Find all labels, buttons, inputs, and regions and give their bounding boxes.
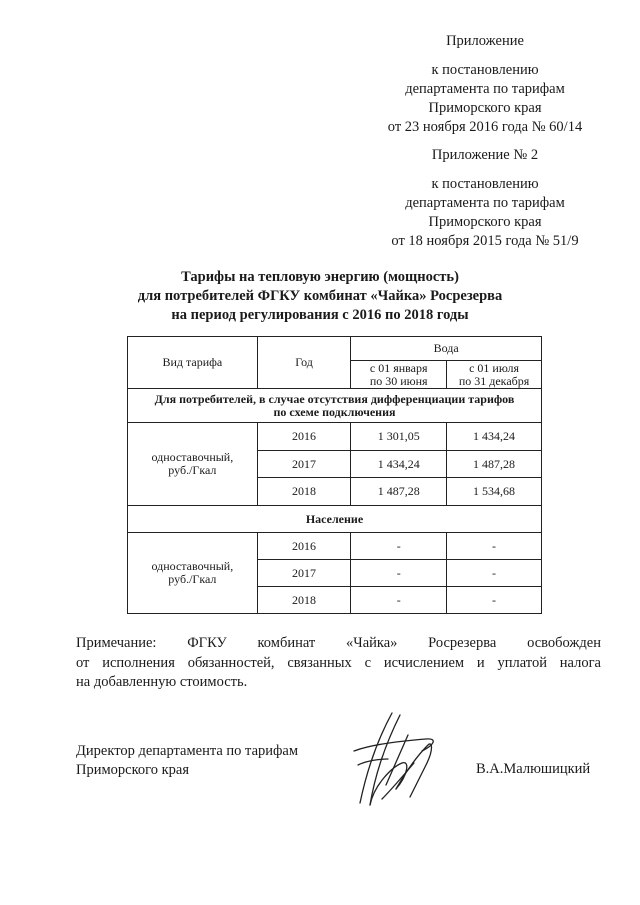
tariff-unit: руб./Гкал — [168, 463, 217, 477]
cell-value: 1 534,68 — [447, 478, 542, 506]
appendix2-ref-date: от 18 ноября 2015 года № 51/9 — [391, 233, 579, 249]
appendix-label: Приложение — [446, 33, 524, 49]
title-line: Тарифы на тепловую энергию (мощность) — [181, 269, 459, 285]
cell-value: - — [447, 587, 542, 614]
cell-value: - — [447, 560, 542, 587]
section2-tariff — [128, 533, 258, 614]
table-row — [128, 423, 542, 451]
period2-to: по 31 декабря — [458, 373, 530, 388]
cell-value: 1 487,28 — [447, 451, 542, 478]
tariff-name: одноставочный, — [151, 450, 234, 464]
cell-year: 2018 — [257, 478, 351, 506]
handwritten-signature — [330, 705, 460, 820]
header-period1 — [351, 361, 447, 389]
table-header-row — [128, 337, 542, 361]
note-line: на добавленную стоимость. — [76, 674, 248, 690]
cell-value: 1 487,28 — [351, 478, 447, 506]
appendix2-header — [360, 146, 610, 251]
cell-value: 1 434,24 — [447, 423, 542, 451]
cell-year: 2018 — [257, 587, 351, 614]
signer-position-line: Приморского края — [76, 762, 190, 778]
header-year: Год — [257, 337, 351, 389]
tariff-table — [127, 336, 542, 614]
section1-tariff — [128, 423, 258, 506]
title-line: на период регулирования с 2016 по 2018 годы — [171, 307, 469, 323]
cell-year: 2016 — [257, 533, 351, 560]
period1-from: с 01 января — [369, 360, 428, 375]
section1-title-line: Для потребителей, в случае отсутствия дифференциации тарифов — [154, 391, 515, 406]
appendix2-ref-line: Приморского края — [428, 214, 542, 230]
appendix2-ref-line: департамента по тарифам — [405, 195, 565, 211]
period1-to: по 30 июня — [369, 373, 428, 388]
section2-title: Население — [128, 506, 542, 533]
header-water: Вода — [351, 337, 542, 361]
document-title — [0, 268, 640, 325]
signer-position-line: Директор департамента по тарифам — [76, 743, 299, 759]
section1-title-line: по схеме подключения — [273, 404, 396, 419]
cell-value: - — [351, 560, 447, 587]
appendix-ref-line: департамента по тарифам — [405, 81, 565, 97]
appendix-ref-date: от 23 ноября 2016 года № 60/14 — [387, 119, 583, 135]
period2-from: с 01 июля — [469, 360, 519, 375]
signer-name: В.А.Малюшицкий — [476, 761, 591, 777]
signer-position — [76, 742, 298, 780]
appendix-ref-line: Приморского края — [428, 100, 542, 116]
header-tariff-type: Вид тарифа — [128, 337, 258, 389]
title-line: для потребителей ФГКУ комбинат «Чайка» Росрезерва — [137, 288, 503, 304]
header-period2 — [447, 361, 542, 389]
cell-value: - — [447, 533, 542, 560]
table-row — [128, 533, 542, 560]
cell-value: 1 434,24 — [351, 451, 447, 478]
cell-value: - — [351, 533, 447, 560]
tariff-name: одноставочный, — [151, 559, 234, 573]
appendix-header — [360, 32, 610, 137]
appendix-ref-line: к постановлению — [431, 62, 539, 78]
tariff-unit: руб./Гкал — [168, 572, 217, 586]
note-line: Примечание: ФГКУ комбинат «Чайка» Росрезерва освобожден — [76, 635, 601, 651]
section1-row — [128, 389, 542, 423]
appendix2-ref-line: к постановлению — [431, 176, 539, 192]
cell-value: - — [351, 587, 447, 614]
cell-value: 1 301,05 — [351, 423, 447, 451]
section1-title — [128, 389, 542, 423]
cell-year: 2017 — [257, 451, 351, 478]
appendix2-label: Приложение № 2 — [431, 147, 539, 163]
note-line: от исполнения обязанностей, связанных с исчислением и уплатой налога — [76, 654, 601, 671]
section2-row — [128, 506, 542, 533]
cell-year: 2016 — [257, 423, 351, 451]
cell-year: 2017 — [257, 560, 351, 587]
note-paragraph — [76, 634, 601, 693]
